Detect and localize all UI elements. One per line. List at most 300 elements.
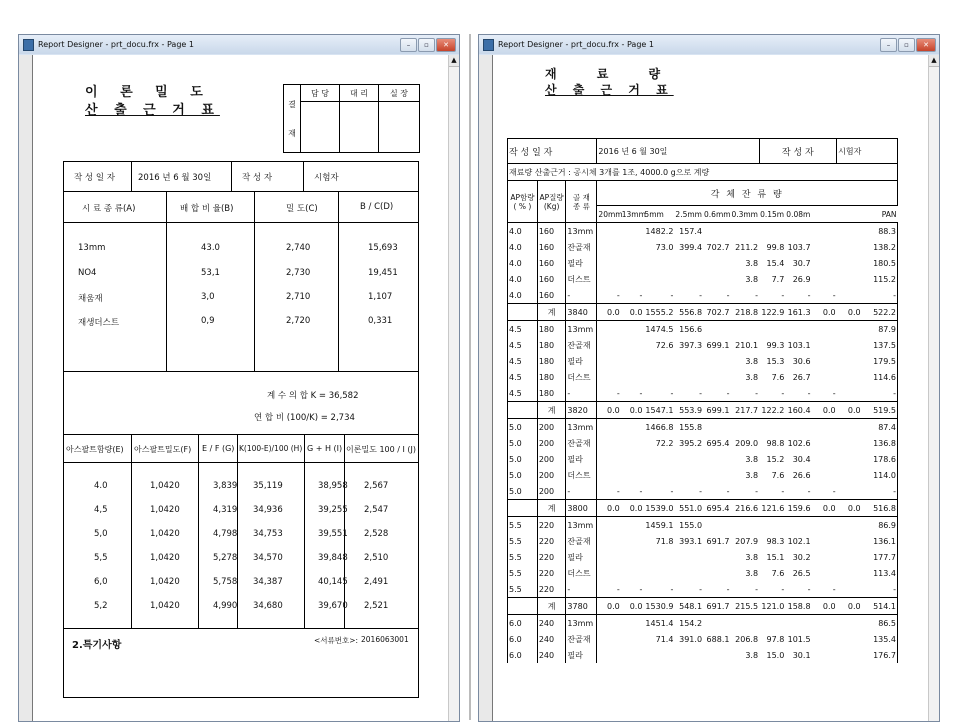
cell: - (832, 388, 836, 398)
cell: 114.6 (862, 369, 898, 385)
cell: 0.0 (812, 402, 837, 419)
cell (621, 435, 644, 451)
cell: - (726, 486, 730, 496)
cell: 3.8 (745, 552, 759, 562)
cell (621, 647, 644, 663)
approval-side-2: 재 (288, 128, 296, 138)
cell (837, 533, 862, 549)
cell (837, 369, 862, 385)
cell: 1,0420 (150, 481, 180, 491)
cell (703, 647, 730, 663)
cell: 1474.5 (645, 324, 674, 334)
cell: 더스트 (566, 271, 597, 287)
cell (597, 369, 621, 385)
cell: 필라 (566, 353, 597, 369)
cell: 200 (537, 467, 566, 483)
header-row (508, 181, 898, 206)
cell (730, 517, 759, 534)
cell (703, 467, 730, 483)
cell (597, 549, 621, 565)
cell: 19,451 (368, 268, 398, 278)
cell (837, 581, 862, 598)
cell (730, 615, 759, 632)
cell: 176.7 (862, 647, 898, 663)
table-row (508, 239, 898, 255)
cell (597, 435, 621, 451)
cell (837, 321, 862, 338)
cell: - (670, 584, 674, 594)
cell: - (699, 584, 703, 594)
cell: 200 (537, 451, 566, 467)
cell: 5,758 (213, 577, 238, 587)
cell (643, 565, 674, 581)
sieve-size: 5mm (643, 206, 674, 223)
cell: 103.1 (787, 340, 811, 350)
cell: 160 (537, 255, 566, 271)
cell: 5,2 (94, 601, 108, 611)
cell (621, 631, 644, 647)
cell (812, 435, 837, 451)
cell: 7.6 (771, 372, 785, 382)
cell: 240 (537, 615, 566, 632)
cell: 13mm (566, 615, 597, 632)
table-row (508, 615, 898, 632)
cell: 4.0 (508, 255, 538, 271)
report-designer-icon (483, 39, 494, 51)
sieve-size (812, 206, 837, 223)
cell: 103.7 (787, 242, 811, 252)
cell (759, 419, 785, 436)
sieve-size: 0.6mm (703, 206, 730, 223)
total-row (508, 598, 898, 615)
cell: 87.4 (862, 419, 898, 436)
cell: 1,0420 (150, 601, 180, 611)
cell: 519.5 (862, 402, 898, 419)
cell: 1,0420 (150, 577, 180, 587)
restore-button[interactable]: ▫ (418, 38, 435, 52)
cell: 3.8 (745, 470, 759, 480)
cell (643, 353, 674, 369)
cell (812, 223, 837, 240)
cell: 180 (537, 369, 566, 385)
cell: 43.0 (201, 243, 220, 253)
cell: 34,570 (253, 553, 283, 563)
cell: NO4 (78, 268, 97, 278)
cell: 688.1 (706, 634, 730, 644)
cell: 211.2 (735, 242, 759, 252)
cell (730, 321, 759, 338)
cell (643, 369, 674, 385)
cell (674, 271, 703, 287)
cell: 53,1 (201, 268, 220, 278)
basis-text: 재료량 산출근거 : 공시체 3개를 1조, 4000.0 g으로 계량 (508, 164, 898, 181)
cell: 4.0 (508, 239, 538, 255)
vertical-scrollbar[interactable] (448, 55, 459, 721)
cell: 699.1 (703, 402, 730, 419)
cell (837, 337, 862, 353)
cell: 재생더스트 (78, 318, 120, 328)
cell (643, 451, 674, 467)
cell: 30.2 (792, 552, 811, 562)
cell: 207.9 (735, 536, 759, 546)
cell: 0.0 (597, 500, 621, 517)
cell: 0.0 (837, 500, 862, 517)
cell (837, 353, 862, 369)
cell: 556.8 (674, 304, 703, 321)
cell (837, 549, 862, 565)
cell: 5,278 (213, 553, 238, 563)
background-grid (941, 54, 949, 720)
author-value: 시험자 (314, 173, 339, 183)
window-title: Report Designer - prt_docu.frx - Page 1 (38, 40, 194, 49)
cell (812, 615, 837, 632)
cell: 7.7 (771, 274, 785, 284)
cell: 잔골재 (566, 533, 597, 549)
cell (812, 517, 837, 534)
cell (812, 353, 837, 369)
sum-k-line: 계 수 의 합 K = 36,582 (267, 391, 359, 401)
cell (759, 321, 785, 338)
cell: 3.8 (745, 258, 759, 268)
cell: - (832, 290, 836, 300)
cell (621, 533, 644, 549)
cell: 1,0420 (150, 553, 180, 563)
cell: 200 (537, 435, 566, 451)
cell: 136.1 (862, 533, 898, 549)
cell: 200 (537, 419, 566, 436)
cell: 399.4 (679, 242, 703, 252)
cell: - (807, 290, 811, 300)
cell: 4.5 (508, 321, 538, 338)
table-row (508, 223, 898, 240)
cell: 15.3 (766, 356, 785, 366)
cell (621, 419, 644, 436)
cell (812, 533, 837, 549)
cell: 0.0 (837, 402, 862, 419)
cell (674, 467, 703, 483)
cell: 필라 (566, 255, 597, 271)
cell: 잔골재 (566, 337, 597, 353)
header-g-plus-h: G + H (I) (307, 444, 343, 453)
cell: - (616, 486, 620, 496)
cell: 4,798 (213, 529, 238, 539)
close-button[interactable]: ✕ (916, 38, 936, 52)
cell: 5.0 (508, 451, 538, 467)
cell: 156.6 (679, 324, 703, 334)
header-sample-type: 시 료 종 류(A) (82, 204, 136, 214)
cell (837, 419, 862, 436)
cell: 206.8 (735, 634, 759, 644)
cell: 136.8 (862, 435, 898, 451)
cell (643, 255, 674, 271)
header-ap-mass: AP질량 (Kg) (537, 181, 566, 223)
table-row (508, 533, 898, 549)
cell: 1482.2 (645, 226, 674, 236)
cell: 15.0 (766, 650, 785, 660)
scroll-up-arrow-icon[interactable]: ▲ (449, 55, 459, 67)
mix-density-line: 연 합 비 (100/K) = 2,734 (254, 413, 355, 423)
cell: 1,0420 (150, 505, 180, 515)
sieve-size: 0.08m (785, 206, 811, 223)
cell: 397.3 (679, 340, 703, 350)
background-grid (461, 54, 469, 720)
cell: 13mm (78, 243, 106, 253)
cell: 122.2 (759, 402, 785, 419)
total-row (508, 402, 898, 419)
table-row (508, 321, 898, 338)
cell: 1530.9 (643, 598, 674, 615)
signature-box (301, 102, 340, 153)
cell: - (566, 287, 597, 304)
cell: 216.6 (730, 500, 759, 517)
cell (837, 287, 862, 304)
author-label: 작 성 자 (759, 139, 837, 164)
cell: - (670, 290, 674, 300)
cell (597, 223, 621, 240)
cell: - (755, 290, 759, 300)
header-k-formula: K(100-E)/100 (H) (239, 444, 303, 453)
cell: 계 (537, 304, 566, 321)
cell: - (862, 287, 898, 304)
cell: 2,710 (286, 292, 311, 302)
cell: 4,319 (213, 505, 238, 515)
cell: - (781, 584, 785, 594)
cell: 691.7 (703, 598, 730, 615)
cell (837, 647, 862, 663)
cell: 160 (537, 223, 566, 240)
cell (759, 615, 785, 632)
cell: 548.1 (674, 598, 703, 615)
cell: 5.5 (508, 517, 538, 534)
cell: 15.4 (766, 258, 785, 268)
cell (674, 255, 703, 271)
approval-role: 담 당 (301, 85, 340, 102)
minimize-button[interactable]: – (400, 38, 417, 52)
cell (812, 255, 837, 271)
cell: 2,491 (364, 577, 389, 587)
cell (597, 419, 621, 436)
cell: 99.3 (766, 340, 785, 350)
cell: 179.5 (862, 353, 898, 369)
cell: 180 (537, 385, 566, 402)
cell (812, 419, 837, 436)
cell: 160 (537, 287, 566, 304)
cell: 5,5 (94, 553, 108, 563)
left-margin (19, 55, 33, 721)
cell: 5.0 (508, 419, 538, 436)
cell: 30.6 (792, 356, 811, 366)
close-button[interactable]: ✕ (436, 38, 456, 52)
cell (597, 337, 621, 353)
asphalt-header-row (64, 435, 418, 463)
cell (703, 517, 730, 534)
cell: - (726, 584, 730, 594)
approval-box (283, 84, 420, 153)
vertical-scrollbar[interactable] (928, 55, 939, 721)
cell: 71.4 (655, 634, 674, 644)
total-row (508, 500, 898, 517)
cell (621, 467, 644, 483)
cell: - (807, 584, 811, 594)
cell (812, 631, 837, 647)
header-mix-ratio: 배 합 비 율(B) (180, 204, 234, 214)
header-ap-content: AP함량 ( % ) (508, 181, 538, 223)
cell: 4.5 (508, 337, 538, 353)
cell: - (807, 388, 811, 398)
author-value: 시험자 (837, 139, 898, 164)
cell: 516.8 (862, 500, 898, 517)
cell: 0,331 (368, 316, 393, 326)
cell: 101.5 (787, 634, 811, 644)
table-row (508, 337, 898, 353)
cell: 6,0 (94, 577, 108, 587)
header-density: 밀 도(C) (286, 204, 318, 214)
cell (621, 239, 644, 255)
cell: - (862, 581, 898, 598)
cell: 122.9 (759, 304, 785, 321)
cell (703, 321, 730, 338)
cell (812, 549, 837, 565)
cell: 3840 (566, 304, 597, 321)
cell: 2,720 (286, 316, 311, 326)
cell: - (566, 581, 597, 598)
cell (621, 223, 644, 240)
cell: 34,680 (253, 601, 283, 611)
cell (597, 517, 621, 534)
cell: 3.8 (745, 568, 759, 578)
cell (597, 615, 621, 632)
cell: 86.9 (862, 517, 898, 534)
cell: 4,990 (213, 601, 238, 611)
cell: 3800 (566, 500, 597, 517)
cell: 26.7 (792, 372, 811, 382)
approval-side-1: 결 (288, 99, 296, 109)
cell: 1466.8 (645, 422, 674, 432)
mix-body (64, 223, 418, 372)
cell: 215.5 (730, 598, 759, 615)
cell: 180 (537, 337, 566, 353)
cell: - (616, 584, 620, 594)
titlebar[interactable] (19, 35, 459, 54)
title-line1: 재 료 량 (545, 67, 679, 81)
material-quantity-table (507, 138, 898, 663)
sieve-size: 13mm (621, 206, 644, 223)
cell: 121.6 (759, 500, 785, 517)
cell: 88.3 (862, 223, 898, 240)
cell: 13mm (566, 321, 597, 338)
cell (837, 615, 862, 632)
cell: 220 (537, 549, 566, 565)
titlebar[interactable] (479, 35, 939, 54)
cell: 210.1 (735, 340, 759, 350)
cell: 0.0 (621, 598, 644, 615)
cell (837, 483, 862, 500)
cell: 30.1 (792, 650, 811, 660)
cell (785, 419, 811, 436)
cell (703, 451, 730, 467)
total-row (508, 304, 898, 321)
table-row (508, 255, 898, 271)
cell (597, 647, 621, 663)
cell: 2,528 (364, 529, 389, 539)
cell: 86.5 (862, 615, 898, 632)
title-line2: 산 출 근 거 표 (545, 83, 674, 97)
cell: 695.4 (703, 500, 730, 517)
cell: 5.5 (508, 549, 538, 565)
cell (621, 451, 644, 467)
header-asphalt-density: 아스팔트밀도(F) (134, 445, 192, 454)
cell: 26.9 (792, 274, 811, 284)
cell (597, 271, 621, 287)
cell (597, 353, 621, 369)
cell: 115.2 (862, 271, 898, 287)
cell: - (639, 486, 643, 496)
cell: 2,730 (286, 268, 311, 278)
cell: - (832, 584, 836, 594)
header-sieve-residue: 각 체 잔 류 량 (597, 181, 898, 206)
cell (621, 321, 644, 338)
approval-side-label (284, 85, 301, 153)
cell (597, 631, 621, 647)
minimize-button[interactable]: – (880, 38, 897, 52)
date-label: 작 성 일 자 (74, 173, 115, 183)
cell: - (639, 584, 643, 594)
cell: 39,255 (318, 505, 348, 515)
cell: 0.0 (597, 402, 621, 419)
cell (812, 451, 837, 467)
cell (674, 647, 703, 663)
cell: 395.2 (679, 438, 703, 448)
cell (812, 647, 837, 663)
cell (837, 565, 862, 581)
cell: 154.2 (679, 618, 703, 628)
cell: 200 (537, 483, 566, 500)
cell: 0.0 (837, 598, 862, 615)
restore-button[interactable]: ▫ (898, 38, 915, 52)
cell (703, 271, 730, 287)
cell (785, 223, 811, 240)
cell (703, 419, 730, 436)
table-row (508, 287, 898, 304)
report-designer-icon (23, 39, 34, 51)
cell (597, 533, 621, 549)
scroll-up-arrow-icon[interactable]: ▲ (929, 55, 939, 67)
cell: 0.0 (812, 598, 837, 615)
cell: 217.7 (730, 402, 759, 419)
cell: - (670, 388, 674, 398)
cell (837, 631, 862, 647)
cell: 218.8 (730, 304, 759, 321)
cell: 15,693 (368, 243, 398, 253)
cell: 1,107 (368, 292, 393, 302)
sieve-size: 20mm (597, 206, 621, 223)
cell (621, 549, 644, 565)
cell: 26.6 (792, 470, 811, 480)
notes-block (64, 629, 418, 697)
cell: - (755, 584, 759, 594)
cell: 7.6 (771, 470, 785, 480)
cell: 209.0 (735, 438, 759, 448)
cell: 필라 (566, 451, 597, 467)
cell: 160 (537, 271, 566, 287)
table-row (508, 435, 898, 451)
cell: - (781, 290, 785, 300)
cell: 180 (537, 353, 566, 369)
cell: 계 (537, 500, 566, 517)
cell (785, 517, 811, 534)
cell: 0.0 (837, 304, 862, 321)
table-row (508, 369, 898, 385)
